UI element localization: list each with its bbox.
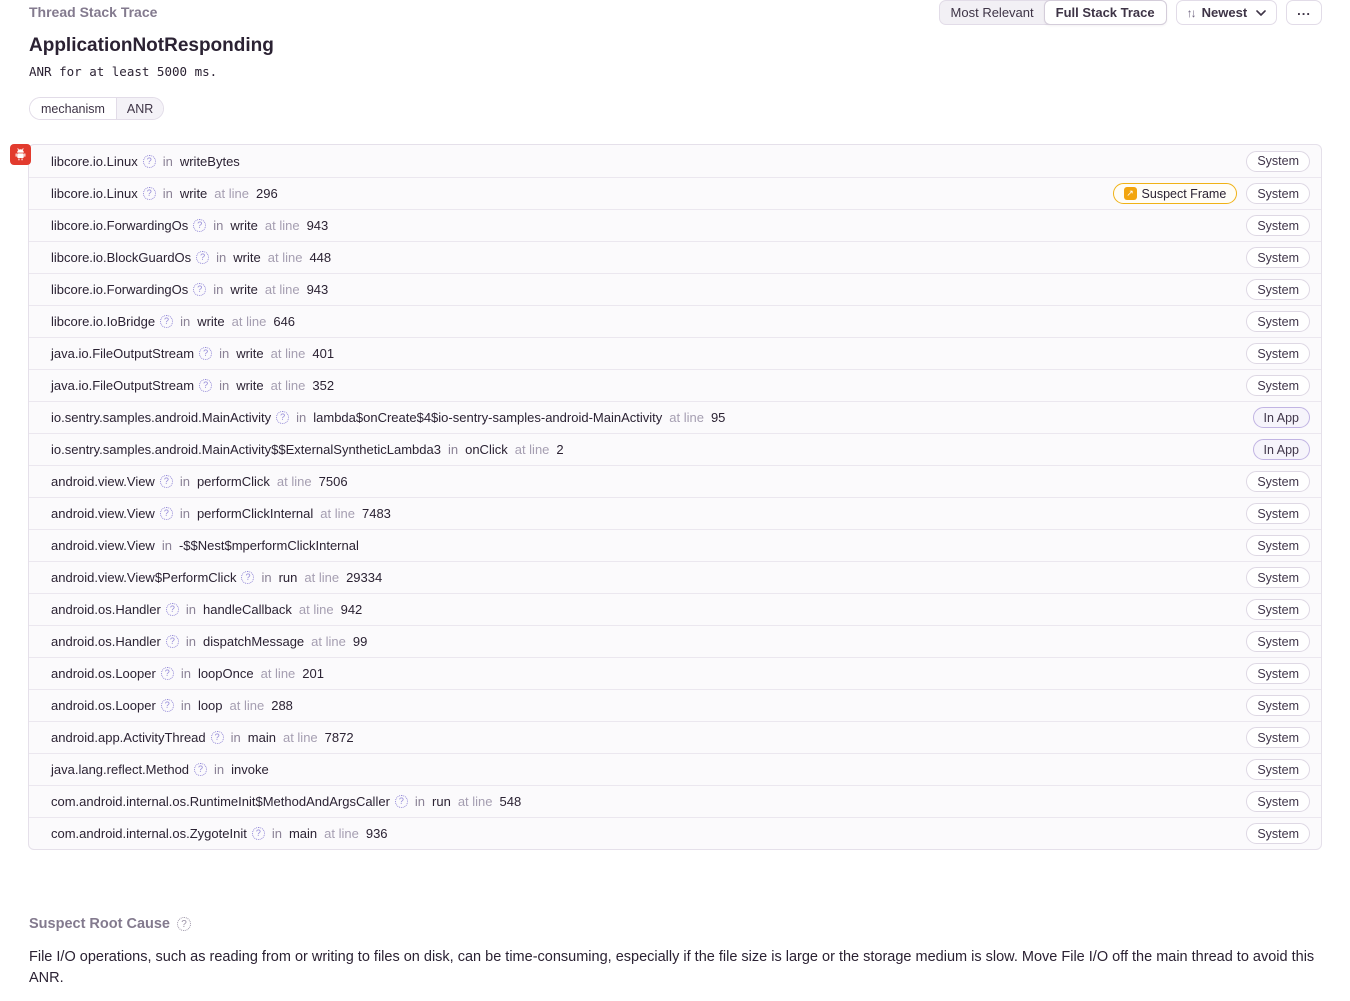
- stack-frame-row[interactable]: [29, 753, 1321, 785]
- frame-line-number: 448: [309, 250, 332, 265]
- issue-title: ApplicationNotResponding: [29, 35, 274, 56]
- stack-frame-row[interactable]: [29, 209, 1321, 241]
- suspect-root-cause-body: File I/O operations, such as reading from or writing to files on disk, can be time-consuming, especially if the file size is large or the storage medium is slow. Move File I/O off the main thread to avoid this ANR.: [29, 949, 1315, 986]
- frame-module: android.view.View: [51, 474, 155, 489]
- frame-line-number: 7483: [361, 506, 391, 521]
- frame-line-number: 401: [312, 346, 335, 361]
- help-icon[interactable]: ?: [143, 187, 156, 200]
- stack-frame-row[interactable]: [29, 593, 1321, 625]
- help-icon[interactable]: ?: [194, 763, 207, 776]
- stack-frame-row[interactable]: [29, 273, 1321, 305]
- frame-function: writeBytes: [179, 153, 240, 169]
- keyword-in: in: [296, 410, 307, 425]
- frame-origin-badge: System: [1246, 247, 1310, 268]
- keyword-in: in: [214, 762, 225, 777]
- frame-function: run: [432, 794, 451, 809]
- frame-badges: [1246, 535, 1310, 556]
- tag-mechanism[interactable]: [29, 97, 164, 120]
- toggle-full-stack-trace[interactable]: Full Stack Trace: [1044, 0, 1167, 25]
- frame-function: performClick: [196, 474, 270, 489]
- frame-text: [51, 634, 1246, 649]
- frame-text: [51, 186, 1113, 201]
- keyword-in: in: [271, 826, 282, 841]
- stack-frame-row[interactable]: [29, 177, 1321, 209]
- frame-line-number: 288: [271, 698, 293, 713]
- keyword-at-line: at line: [298, 602, 334, 617]
- frame-origin-badge: System: [1246, 567, 1310, 588]
- frame-module: com.android.internal.os.ZygoteInit: [51, 826, 247, 841]
- sort-label: Newest: [1201, 5, 1248, 20]
- help-icon[interactable]: ?: [160, 315, 173, 328]
- frame-line-number: 201: [302, 666, 324, 681]
- frame-origin-badge: System: [1246, 791, 1310, 812]
- frame-text: [51, 346, 1246, 361]
- keyword-in: in: [230, 730, 241, 745]
- help-icon[interactable]: ?: [143, 155, 156, 168]
- frame-function: -$$Nest$mperformClickInternal: [178, 538, 359, 553]
- external-link-icon: ↗: [1124, 187, 1137, 200]
- frame-badges: [1246, 663, 1310, 684]
- frame-text: [51, 154, 1246, 169]
- frame-origin-badge: System: [1246, 215, 1310, 236]
- keyword-at-line: at line: [304, 570, 340, 585]
- frame-function: write: [179, 186, 208, 201]
- stack-frame-row[interactable]: [29, 785, 1321, 817]
- stack-frame-row[interactable]: [29, 241, 1321, 273]
- frame-function: write: [230, 282, 258, 297]
- keyword-in: in: [185, 602, 196, 617]
- chevron-down-icon: [1256, 10, 1266, 16]
- event-level-error-icon: [10, 144, 31, 165]
- keyword-in: in: [216, 250, 227, 265]
- frame-origin-badge: System: [1246, 151, 1310, 172]
- frame-origin-badge: System: [1246, 183, 1310, 204]
- frame-line-number: 296: [256, 186, 278, 201]
- frame-module: libcore.io.ForwardingOs: [51, 282, 189, 297]
- help-icon[interactable]: ?: [395, 795, 408, 808]
- stack-frame-row[interactable]: [29, 145, 1321, 177]
- frame-text: [51, 602, 1246, 617]
- frame-badges: [1246, 279, 1310, 300]
- keyword-at-line: at line: [270, 346, 306, 361]
- frame-origin-badge: System: [1246, 535, 1310, 556]
- frame-badges: [1246, 695, 1310, 716]
- help-icon[interactable]: ?: [166, 603, 179, 616]
- frame-line-number: 2: [556, 442, 564, 457]
- frame-function: performClickInternal: [196, 506, 314, 521]
- frame-text: [51, 698, 1246, 713]
- keyword-at-line: at line: [311, 634, 346, 649]
- frame-text: [51, 730, 1246, 745]
- keyword-in: in: [180, 314, 191, 329]
- frame-text: [51, 410, 1253, 425]
- keyword-at-line: at line: [264, 282, 300, 297]
- keyword-at-line: at line: [264, 218, 300, 233]
- frame-line-number: 7872: [324, 730, 354, 745]
- frame-module: io.sentry.samples.android.MainActivity$$ExternalSyntheticLambda3: [51, 442, 441, 457]
- stack-frame-row[interactable]: [29, 625, 1321, 657]
- frame-origin-badge: System: [1246, 759, 1310, 780]
- frame-text: [51, 570, 1246, 585]
- help-icon[interactable]: ?: [276, 411, 289, 424]
- stack-trace-controls: [939, 0, 1322, 25]
- frame-line-number: 7506: [318, 474, 348, 489]
- frame-function: write: [230, 218, 258, 233]
- frame-badges: [1253, 407, 1310, 428]
- stack-trace-table: [28, 144, 1322, 850]
- frame-text: [51, 794, 1246, 809]
- help-icon[interactable]: ?: [166, 635, 179, 648]
- frame-function: main: [288, 826, 318, 841]
- help-icon[interactable]: ?: [211, 731, 224, 744]
- frame-function: handleCallback: [202, 602, 292, 617]
- frame-badges: [1113, 183, 1310, 204]
- keyword-at-line: at line: [276, 474, 312, 489]
- frame-origin-badge: System: [1246, 823, 1310, 844]
- frame-line-number: 29334: [346, 570, 383, 585]
- keyword-in: in: [213, 282, 224, 297]
- frame-badges: [1246, 311, 1310, 332]
- tag-list: [29, 97, 164, 120]
- keyword-in: in: [447, 442, 459, 457]
- stack-frame-row[interactable]: [29, 561, 1321, 593]
- frame-line-number: 936: [365, 826, 388, 841]
- frame-badges: [1246, 375, 1310, 396]
- help-icon[interactable]: ?: [196, 251, 209, 264]
- frame-origin-badge: System: [1246, 631, 1310, 652]
- keyword-in: in: [180, 666, 191, 681]
- frame-function: lambda$onCreate$4$io-sentry-samples-android-MainActivity: [313, 410, 663, 425]
- frame-function: main: [247, 730, 276, 745]
- stack-frame-row[interactable]: [29, 721, 1321, 753]
- frame-text: [51, 506, 1246, 521]
- keyword-at-line: at line: [260, 666, 296, 681]
- keyword-in: in: [261, 570, 272, 585]
- keyword-in: in: [161, 538, 172, 553]
- stack-frame-row[interactable]: [29, 465, 1321, 497]
- frame-line-number: 548: [499, 794, 522, 809]
- sort-icon: ↑↓: [1186, 5, 1195, 20]
- frame-line-number: 99: [352, 634, 368, 649]
- keyword-at-line: at line: [270, 378, 306, 393]
- frame-badges: [1246, 503, 1310, 524]
- frame-origin-badge: System: [1246, 695, 1310, 716]
- frame-module: java.io.FileOutputStream: [51, 378, 195, 393]
- keyword-at-line: at line: [320, 506, 355, 521]
- stack-view-toggle: [939, 0, 1167, 25]
- frame-function: invoke: [231, 762, 269, 777]
- help-icon[interactable]: ?: [199, 379, 212, 392]
- keyword-in: in: [213, 218, 224, 233]
- frame-module: java.io.FileOutputStream: [51, 346, 195, 361]
- frame-module: libcore.io.Linux: [51, 153, 138, 169]
- help-icon[interactable]: ?: [252, 827, 265, 840]
- frame-module: com.android.internal.os.RuntimeInit$MethodAndArgsCaller: [51, 794, 390, 809]
- frame-origin-badge: System: [1246, 727, 1310, 748]
- stack-frame-row[interactable]: [29, 817, 1321, 849]
- help-icon[interactable]: ?: [177, 917, 191, 931]
- frame-text: [51, 538, 1246, 553]
- stack-frame-row[interactable]: [29, 401, 1321, 433]
- help-icon[interactable]: ?: [193, 219, 206, 232]
- frame-badges: [1246, 151, 1310, 172]
- frame-module: android.os.Handler: [51, 634, 161, 649]
- keyword-at-line: at line: [282, 730, 318, 745]
- frame-origin-badge: System: [1246, 279, 1310, 300]
- frame-badges: [1246, 343, 1310, 364]
- frame-module: java.lang.reflect.Method: [51, 762, 190, 777]
- frame-origin-badge: System: [1246, 663, 1310, 684]
- help-icon[interactable]: ?: [161, 699, 174, 712]
- keyword-at-line: at line: [324, 826, 359, 841]
- sort-dropdown[interactable]: [1176, 0, 1278, 25]
- frame-module: io.sentry.samples.android.MainActivity: [51, 410, 272, 425]
- frame-text: [51, 314, 1246, 329]
- toggle-most-relevant[interactable]: Most Relevant: [950, 5, 1034, 20]
- keyword-in: in: [185, 634, 196, 649]
- frame-module: android.os.Looper: [51, 666, 156, 681]
- frame-text: [51, 282, 1246, 297]
- frame-origin-badge: System: [1246, 503, 1310, 524]
- frame-text: [51, 666, 1246, 681]
- help-icon[interactable]: ?: [160, 507, 173, 520]
- frame-badges: [1246, 631, 1310, 652]
- frame-text: [51, 378, 1246, 393]
- more-options-button[interactable]: ...: [1286, 0, 1322, 25]
- help-icon[interactable]: ?: [199, 347, 212, 360]
- frame-module: android.os.Handler: [51, 602, 161, 617]
- frame-function: write: [233, 250, 261, 265]
- frame-badges: [1246, 791, 1310, 812]
- frame-origin-badge: System: [1246, 375, 1310, 396]
- stack-frame-row[interactable]: [29, 369, 1321, 401]
- help-icon[interactable]: ?: [160, 475, 173, 488]
- suspect-root-cause-label: Suspect Root Cause: [29, 916, 170, 932]
- frame-text: [51, 826, 1246, 841]
- frame-module: libcore.io.Linux: [51, 186, 138, 201]
- frame-badges: [1246, 599, 1310, 620]
- keyword-in: in: [180, 698, 191, 713]
- frame-badges: [1246, 215, 1310, 236]
- section-title: Thread Stack Trace: [29, 4, 158, 20]
- stack-frame-row[interactable]: [29, 337, 1321, 369]
- help-icon[interactable]: ?: [161, 667, 174, 680]
- frame-module: libcore.io.IoBridge: [51, 314, 156, 329]
- stack-frame-row[interactable]: [29, 497, 1321, 529]
- frame-module: android.app.ActivityThread: [51, 730, 206, 745]
- frame-line-number: 943: [306, 218, 329, 233]
- keyword-at-line: at line: [231, 314, 267, 329]
- frame-origin-badge: In App: [1253, 407, 1310, 428]
- keyword-in: in: [179, 474, 190, 489]
- frame-line-number: 95: [710, 410, 726, 425]
- frame-line-number: 942: [340, 602, 363, 617]
- frame-function: loop: [197, 698, 223, 713]
- frame-function: run: [278, 570, 298, 585]
- suspect-frame-badge[interactable]: [1113, 183, 1238, 204]
- keyword-in: in: [162, 153, 173, 169]
- keyword-at-line: at line: [457, 794, 493, 809]
- frame-module: android.view.View$PerformClick: [51, 570, 237, 585]
- frame-module: libcore.io.BlockGuardOs: [51, 250, 192, 265]
- stack-frame-row[interactable]: [29, 657, 1321, 689]
- stack-frame-row[interactable]: [29, 433, 1321, 465]
- frame-function: write: [236, 346, 264, 361]
- tag-key: mechanism: [30, 98, 117, 119]
- frame-text: [51, 474, 1246, 489]
- stack-frame-row[interactable]: [29, 305, 1321, 337]
- frame-function: onClick: [465, 442, 508, 457]
- frame-badges: [1246, 823, 1310, 844]
- keyword-at-line: at line: [229, 698, 265, 713]
- frame-origin-badge: System: [1246, 343, 1310, 364]
- frame-badges: [1246, 471, 1310, 492]
- keyword-in: in: [162, 186, 173, 201]
- frame-module: libcore.io.ForwardingOs: [51, 218, 189, 233]
- help-icon[interactable]: ?: [241, 571, 254, 584]
- frame-badges: [1246, 247, 1310, 268]
- keyword-in: in: [219, 378, 230, 393]
- frame-origin-badge: System: [1246, 599, 1310, 620]
- frame-line-number: 646: [273, 314, 296, 329]
- keyword-in: in: [219, 346, 230, 361]
- frame-text: [51, 218, 1246, 233]
- frame-badges: [1246, 759, 1310, 780]
- suspect-frame-label: Suspect Frame: [1141, 186, 1227, 201]
- frame-badges: [1253, 439, 1310, 460]
- tag-value: ANR: [117, 98, 163, 119]
- frame-text: [51, 442, 1253, 457]
- keyword-at-line: at line: [214, 186, 249, 201]
- frame-function: loopOnce: [197, 666, 254, 681]
- frame-function: write: [197, 314, 225, 329]
- frame-text: [51, 762, 1246, 777]
- help-icon[interactable]: ?: [193, 283, 206, 296]
- frame-function: dispatchMessage: [202, 634, 305, 649]
- frame-module: android.view.View: [51, 506, 155, 521]
- stack-frame-row[interactable]: [29, 689, 1321, 721]
- frame-origin-badge: System: [1246, 311, 1310, 332]
- frame-origin-badge: System: [1246, 471, 1310, 492]
- frame-origin-badge: In App: [1253, 439, 1310, 460]
- keyword-at-line: at line: [669, 410, 704, 425]
- frame-module: android.os.Looper: [51, 698, 156, 713]
- frame-module: android.view.View: [51, 538, 155, 553]
- keyword-in: in: [414, 794, 426, 809]
- stack-frame-row[interactable]: [29, 529, 1321, 561]
- frame-line-number: 943: [306, 282, 329, 297]
- keyword-at-line: at line: [514, 442, 550, 457]
- suspect-root-cause-title: [29, 916, 191, 932]
- frame-function: write: [236, 378, 264, 393]
- frame-badges: [1246, 727, 1310, 748]
- frame-badges: [1246, 567, 1310, 588]
- keyword-at-line: at line: [267, 250, 303, 265]
- frame-line-number: 352: [312, 378, 335, 393]
- keyword-in: in: [179, 506, 190, 521]
- frame-text: [51, 250, 1246, 265]
- issue-subtitle: ANR for at least 5000 ms.: [29, 64, 218, 79]
